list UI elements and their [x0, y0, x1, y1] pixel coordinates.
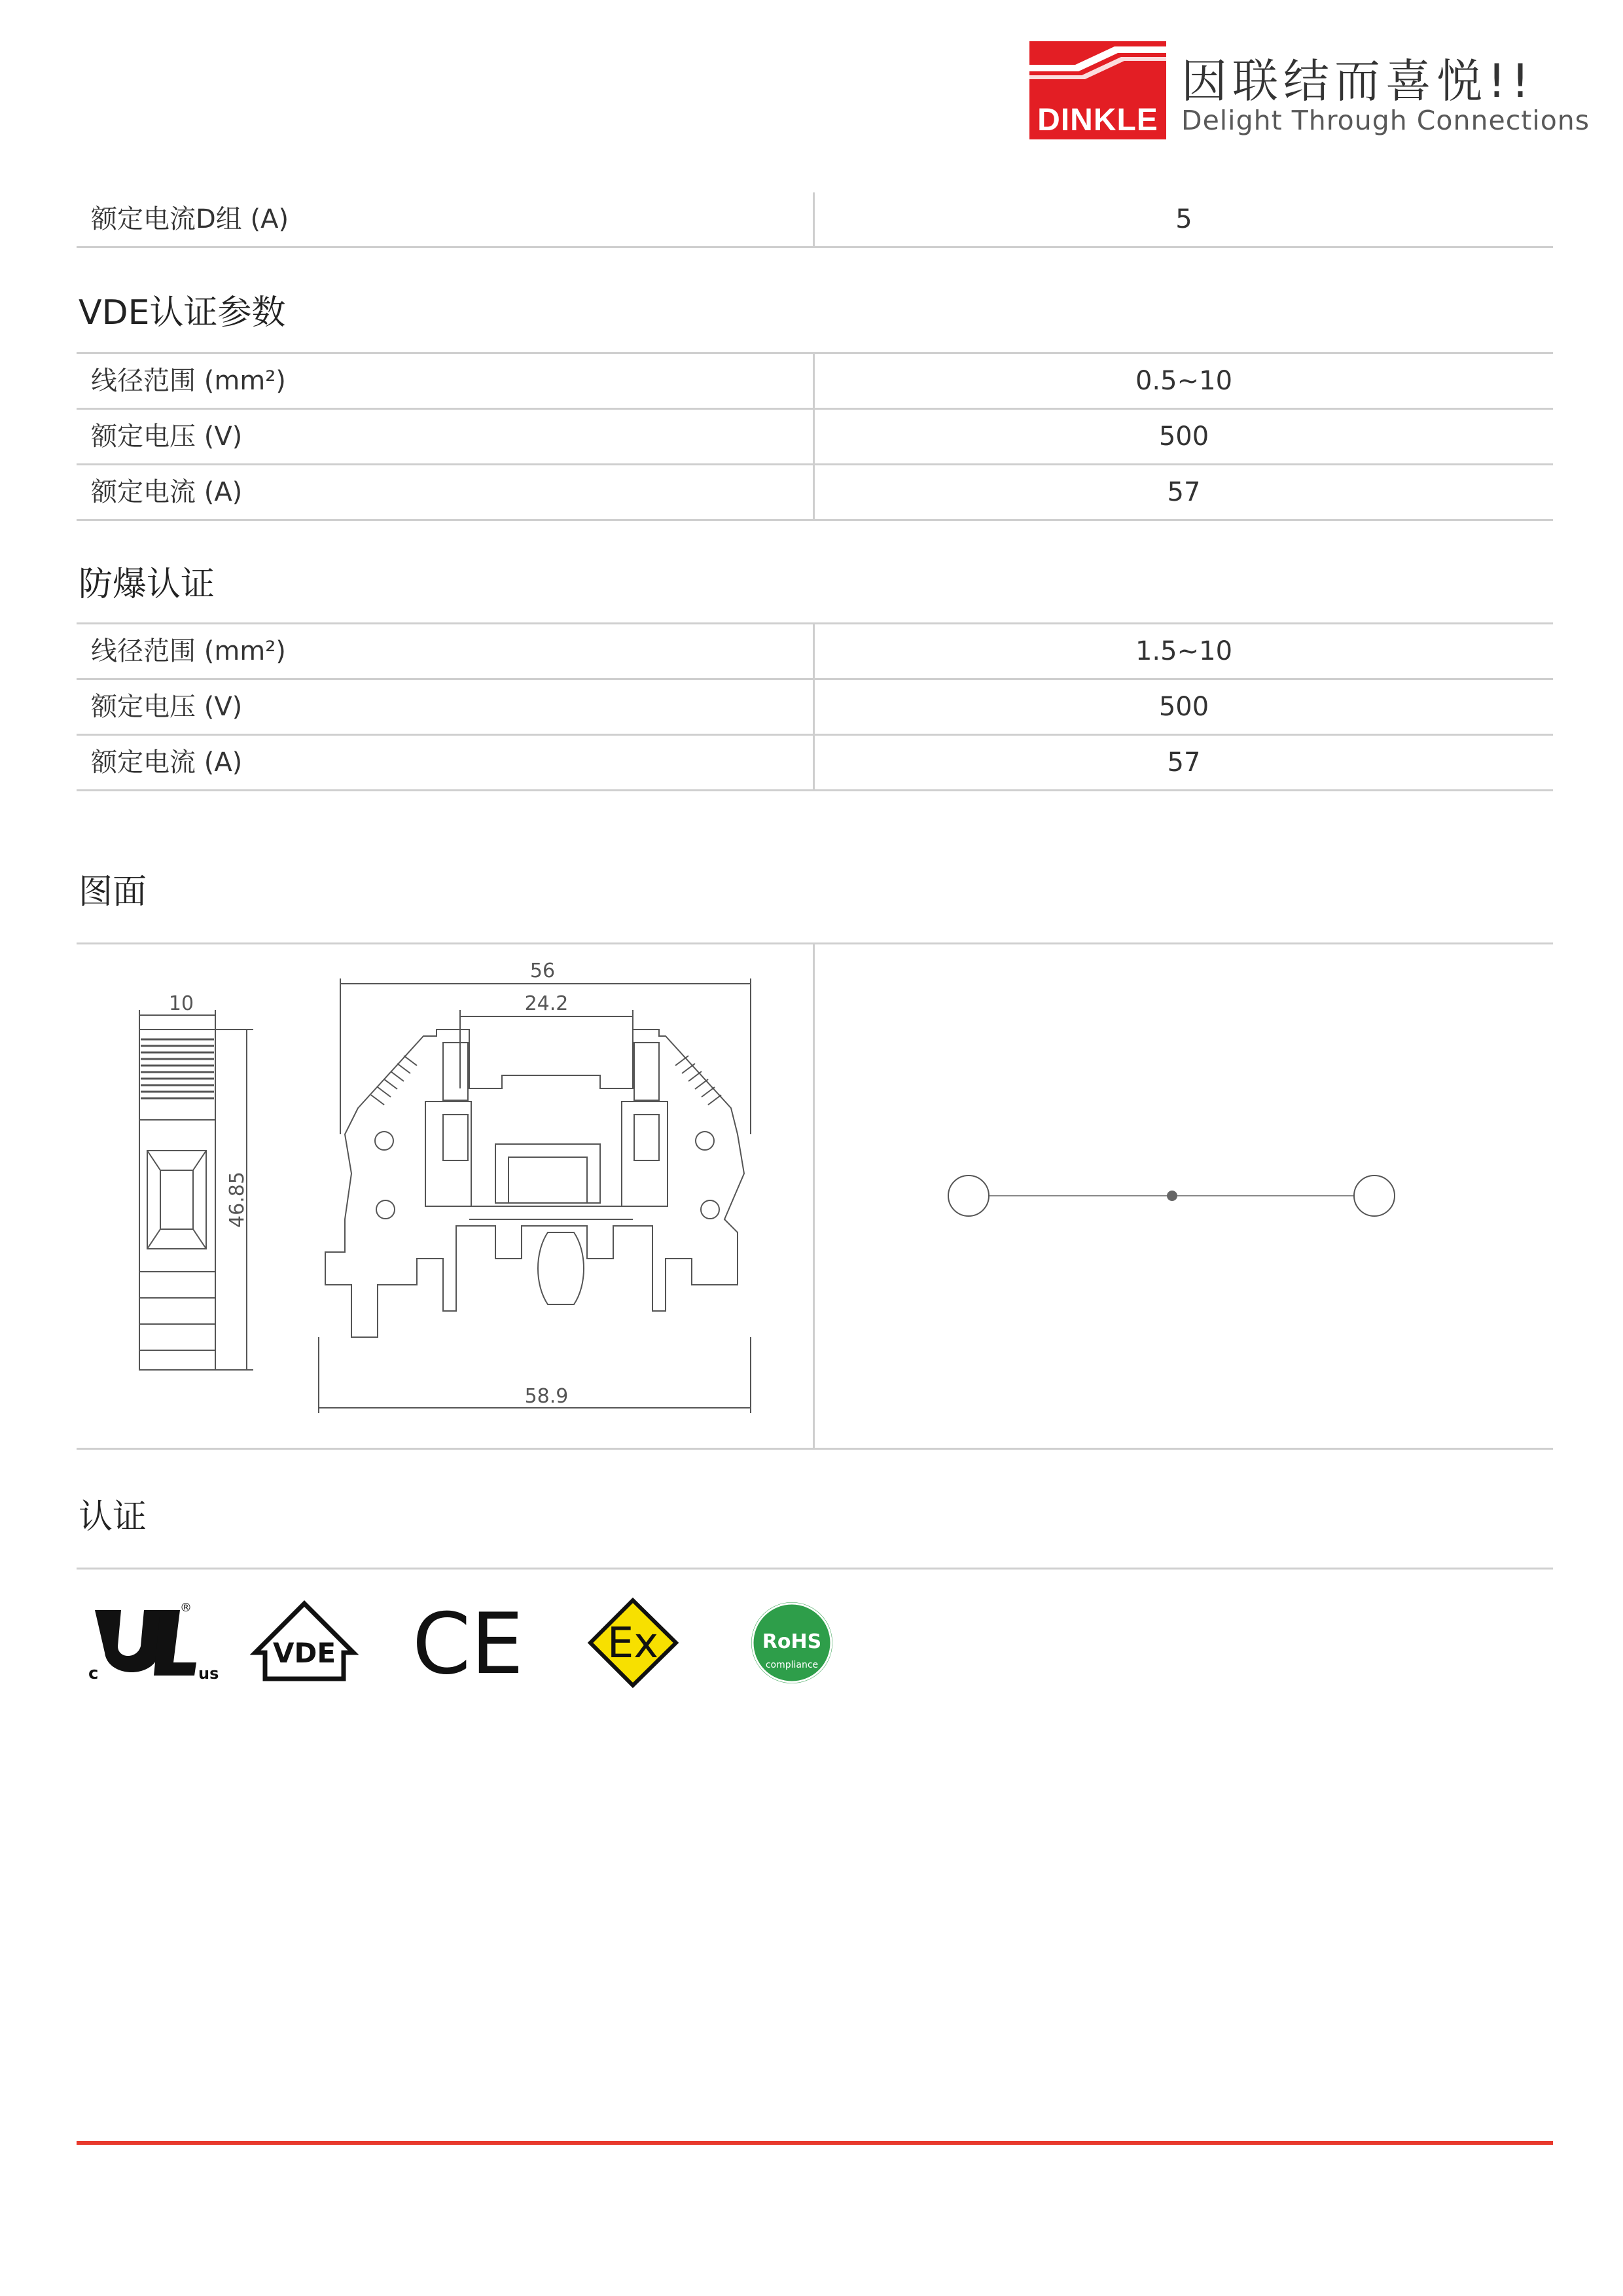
table-row [77, 410, 1553, 465]
terminal-technical-drawing [77, 944, 813, 1448]
footer-accent-line [77, 2141, 1553, 2145]
dim-bottom-width: 58.9 [524, 1385, 569, 1408]
vde-text: VDE [272, 1637, 336, 1669]
ex-icon [586, 1597, 681, 1689]
terminal-circle-right [1354, 1175, 1395, 1216]
rohs-subtext: compliance [765, 1660, 819, 1670]
row-value: 57 [1167, 747, 1201, 778]
row-label: 额定电流 (A) [91, 477, 243, 507]
section-title-atex: 防爆认证 [79, 565, 215, 604]
table-row [77, 624, 1553, 680]
ul-suffix: us [198, 1664, 219, 1683]
ul-registered: ® [180, 1601, 192, 1615]
ce-icon [412, 1596, 524, 1693]
dinkle-logo [1029, 41, 1166, 139]
rohs-icon [746, 1597, 838, 1689]
table-row [77, 192, 1553, 248]
row-label: 额定电压 (V) [91, 422, 243, 452]
certification-top-border [77, 1568, 1553, 1570]
ul-prefix: c [88, 1664, 99, 1683]
row-value: 5 [1175, 204, 1192, 234]
ex-text: Ex [607, 1619, 659, 1668]
slogan-chinese: 因联结而喜悦!! [1181, 54, 1535, 108]
row-label: 额定电压 (V) [91, 692, 243, 722]
dim-height: 46.85 [226, 1172, 249, 1228]
section-title-drawing: 图面 [79, 872, 147, 912]
logo-stripe-icon [1029, 41, 1166, 101]
row-label: 额定电流D组 (A) [91, 204, 289, 234]
junction-dot [1167, 1191, 1177, 1201]
rohs-text: RoHS [762, 1630, 822, 1653]
table-row [77, 465, 1553, 521]
row-value: 1.5~10 [1135, 636, 1233, 666]
section-title-vde: VDE认证参数 [79, 293, 286, 332]
circuit-symbol-diagram [815, 944, 1553, 1448]
row-label: 线径范围 (mm²) [91, 636, 286, 666]
section-title-certification: 认证 [79, 1498, 147, 1537]
ce-text: CE [412, 1596, 524, 1693]
dim-inner-width: 24.2 [524, 992, 569, 1015]
slogan-english: Delight Through Connections [1181, 105, 1590, 136]
table-row [77, 680, 1553, 736]
vde-icon [249, 1597, 360, 1689]
drawing-bottom-border [77, 1448, 1553, 1450]
row-label: 额定电流 (A) [91, 747, 243, 778]
table-row [77, 354, 1553, 410]
row-value: 500 [1158, 692, 1209, 722]
dim-top-width: 56 [529, 960, 556, 982]
terminal-circle-left [948, 1175, 989, 1216]
row-value: 57 [1167, 477, 1201, 507]
row-label: 线径范围 (mm²) [91, 366, 286, 396]
row-value: 0.5~10 [1135, 366, 1233, 396]
ul-icon [82, 1597, 226, 1689]
brand-name: DINKLE [1029, 101, 1166, 139]
row-value: 500 [1158, 422, 1209, 452]
dim-side-width: 10 [168, 992, 194, 1015]
table-row [77, 736, 1553, 791]
